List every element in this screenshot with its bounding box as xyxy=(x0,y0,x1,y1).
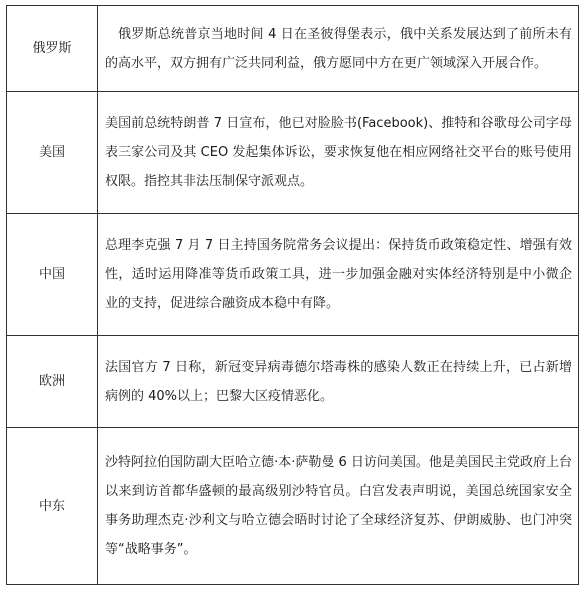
table-row-china xyxy=(7,214,579,336)
news-content-cell: 沙特阿拉伯国防副大臣哈立德·本·萨勒曼 6 日访问美国。他是美国民主党政府上台以来到访首都华盛顿的最高级别沙特官员。白宫发表声明说，美国总统国家安全事务助理杰克·沙利文与哈立德会晤时讨论了全球经济复苏、伊朗威胁、也门冲突等“战略事务”。 xyxy=(98,428,579,585)
table-row-russia xyxy=(7,6,579,92)
region-cell: 欧洲 xyxy=(7,336,98,428)
region-cell: 美国 xyxy=(7,92,98,214)
table-row-europe xyxy=(7,336,579,428)
table-row-usa xyxy=(7,92,579,214)
table-row-middle-east xyxy=(7,428,579,585)
news-content-cell: 美国前总统特朗普 7 日宣布，他已对脸脸书(Facebook)、推特和谷歌母公司字母表三家公司及其 CEO 发起集体诉讼，要求恢复他在相应网络社交平台的账号使用权限。指控其非法压制保守派观点。 xyxy=(98,92,579,214)
news-summary-table xyxy=(6,5,579,585)
news-content-cell: 法国官方 7 日称，新冠变异病毒德尔塔毒株的感染人数正在持续上升，已占新增病例的 40%以上；巴黎大区疫情恶化。 xyxy=(98,336,579,428)
news-content-cell: 俄罗斯总统普京当地时间 4 日在圣彼得堡表示，俄中关系发展达到了前所未有的高水平，双方拥有广泛共同利益，俄方愿同中方在更广领域深入开展合作。 xyxy=(98,6,579,92)
news-content-cell: 总理李克强 7 月 7 日主持国务院常务会议提出：保持货币政策稳定性、增强有效性，适时运用降准等货币政策工具，进一步加强金融对实体经济特别是中小微企业的支持，促进综合融资成本稳中有降。 xyxy=(98,214,579,336)
region-cell: 俄罗斯 xyxy=(7,6,98,92)
region-cell: 中国 xyxy=(7,214,98,336)
region-cell: 中东 xyxy=(7,428,98,585)
